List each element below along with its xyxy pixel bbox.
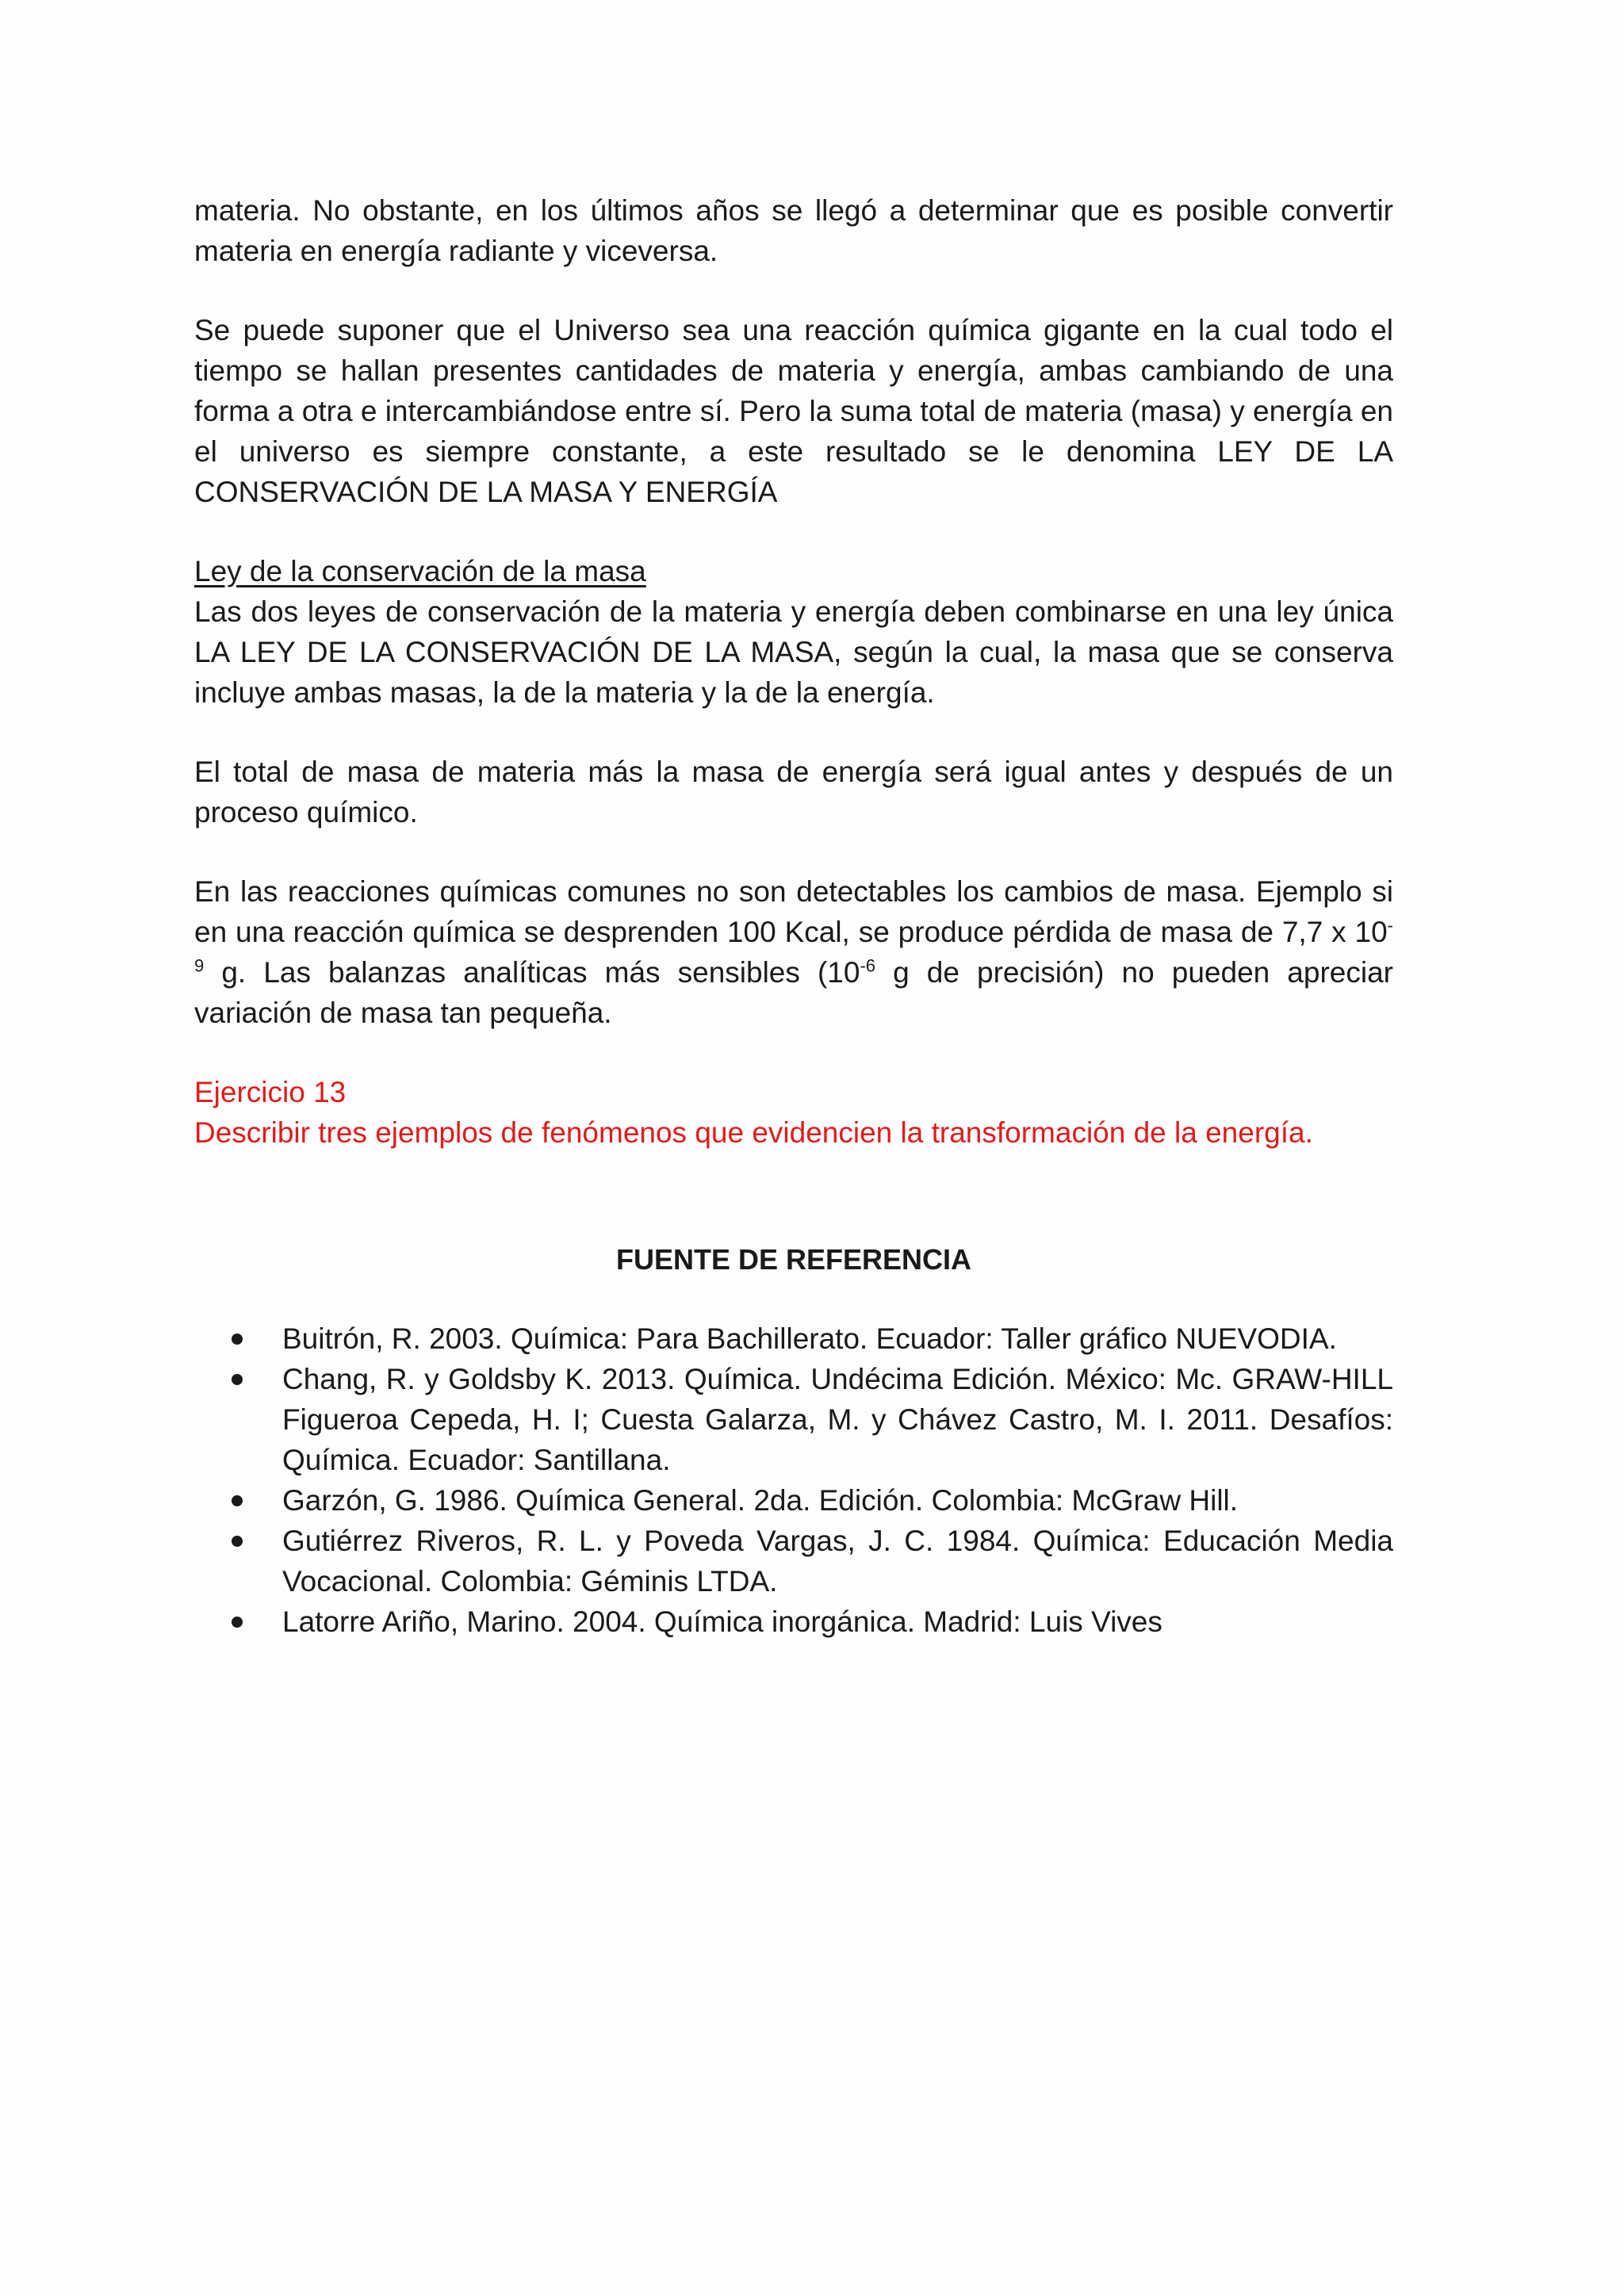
exercise-text: Describir tres ejemplos de fenómenos que evidencien la transformación de la energía. (194, 1116, 1313, 1149)
mass-example-text-2: g. Las balanzas analíticas más sensibles (10 (204, 956, 860, 989)
bullet-icon (232, 1495, 243, 1506)
paragraph-universe-reaction: Se puede suponer que el Universo sea una reacción química gigante en la cual todo el tiempo se hallan presentes cantidades de materia y energía, ambas cambiando de una forma a otra e intercambiándose entre sí. Pero la suma total de materia (masa) y energía en el universo es siempre constante, a este resultado se le denomina LEY DE LA CONSERVACIÓN DE LA MASA Y ENERGÍA (194, 314, 1393, 508)
exponent-minus-6: -6 (860, 955, 876, 976)
references-list (194, 1318, 1393, 1642)
paragraph-matter-energy-conversion: materia. No obstante, en los últimos años se llegó a determinar que es posible convertir materia en energía radiante y viceversa. (194, 194, 1393, 267)
reference-item (282, 1359, 1393, 1480)
bullet-icon (232, 1374, 243, 1385)
reference-item (282, 1480, 1393, 1521)
reference-text: Latorre Ariño, Marino. 2004. Química inorgánica. Madrid: Luis Vives (282, 1605, 1162, 1638)
reference-item (282, 1601, 1393, 1642)
section-heading-mass-conservation: Ley de la conservación de la masa (194, 555, 646, 587)
bullet-icon (232, 1536, 243, 1547)
paragraph-conservation-laws: Las dos leyes de conservación de la materia y energía deben combinarse en una ley única LA LEY DE LA CONSERVACIÓN DE LA MASA, según la cual, la masa que se conserva incluye ambas masas, la de la materia y la de la energía. (194, 595, 1393, 709)
mass-example-text-3: g de precisión) no pueden apreciar variación de masa tan pequeña. (194, 956, 1393, 1029)
page-content (194, 190, 1393, 1642)
paragraph-total-mass: El total de masa de materia más la masa de energía será igual antes y después de un proceso químico. (194, 756, 1393, 828)
bullet-icon (232, 1617, 243, 1628)
bullet-icon (232, 1334, 243, 1345)
mass-example-text-1: En las reacciones químicas comunes no son detectables los cambios de masa. Ejemplo si en una reacción química se desprenden 100 Kcal, se produce pérdida de masa de 7,7 x 10 (194, 875, 1393, 948)
references-heading: FUENTE DE REFERENCIA (615, 1243, 972, 1276)
reference-text: Buitrón, R. 2003. Química: Para Bachillerato. Ecuador: Taller gráfico NUEVODIA. (282, 1322, 1337, 1355)
reference-item (282, 1521, 1393, 1601)
reference-text: Garzón, G. 1986. Química General. 2da. Edición. Colombia: McGraw Hill. (282, 1484, 1239, 1517)
reference-text: Gutiérrez Riveros, R. L. y Poveda Vargas, J. C. 1984. Química: Educación Media Vocacional. Colombia: Géminis LTDA. (282, 1525, 1393, 1598)
exercise-title: Ejercicio 13 (194, 1076, 347, 1108)
exponent-minus-9: -9 (194, 915, 1393, 976)
paragraph-mass-change-example (194, 871, 1393, 1033)
reference-item (282, 1318, 1393, 1359)
reference-text: Chang, R. y Goldsby K. 2013. Química. Undécima Edición. México: Mc. GRAW-HILL Figueroa Cepeda, H. I; Cuesta Galarza, M. y Chávez Castro, M. I. 2011. Desafíos: Química. Ecuador: Santillana. (282, 1363, 1393, 1476)
